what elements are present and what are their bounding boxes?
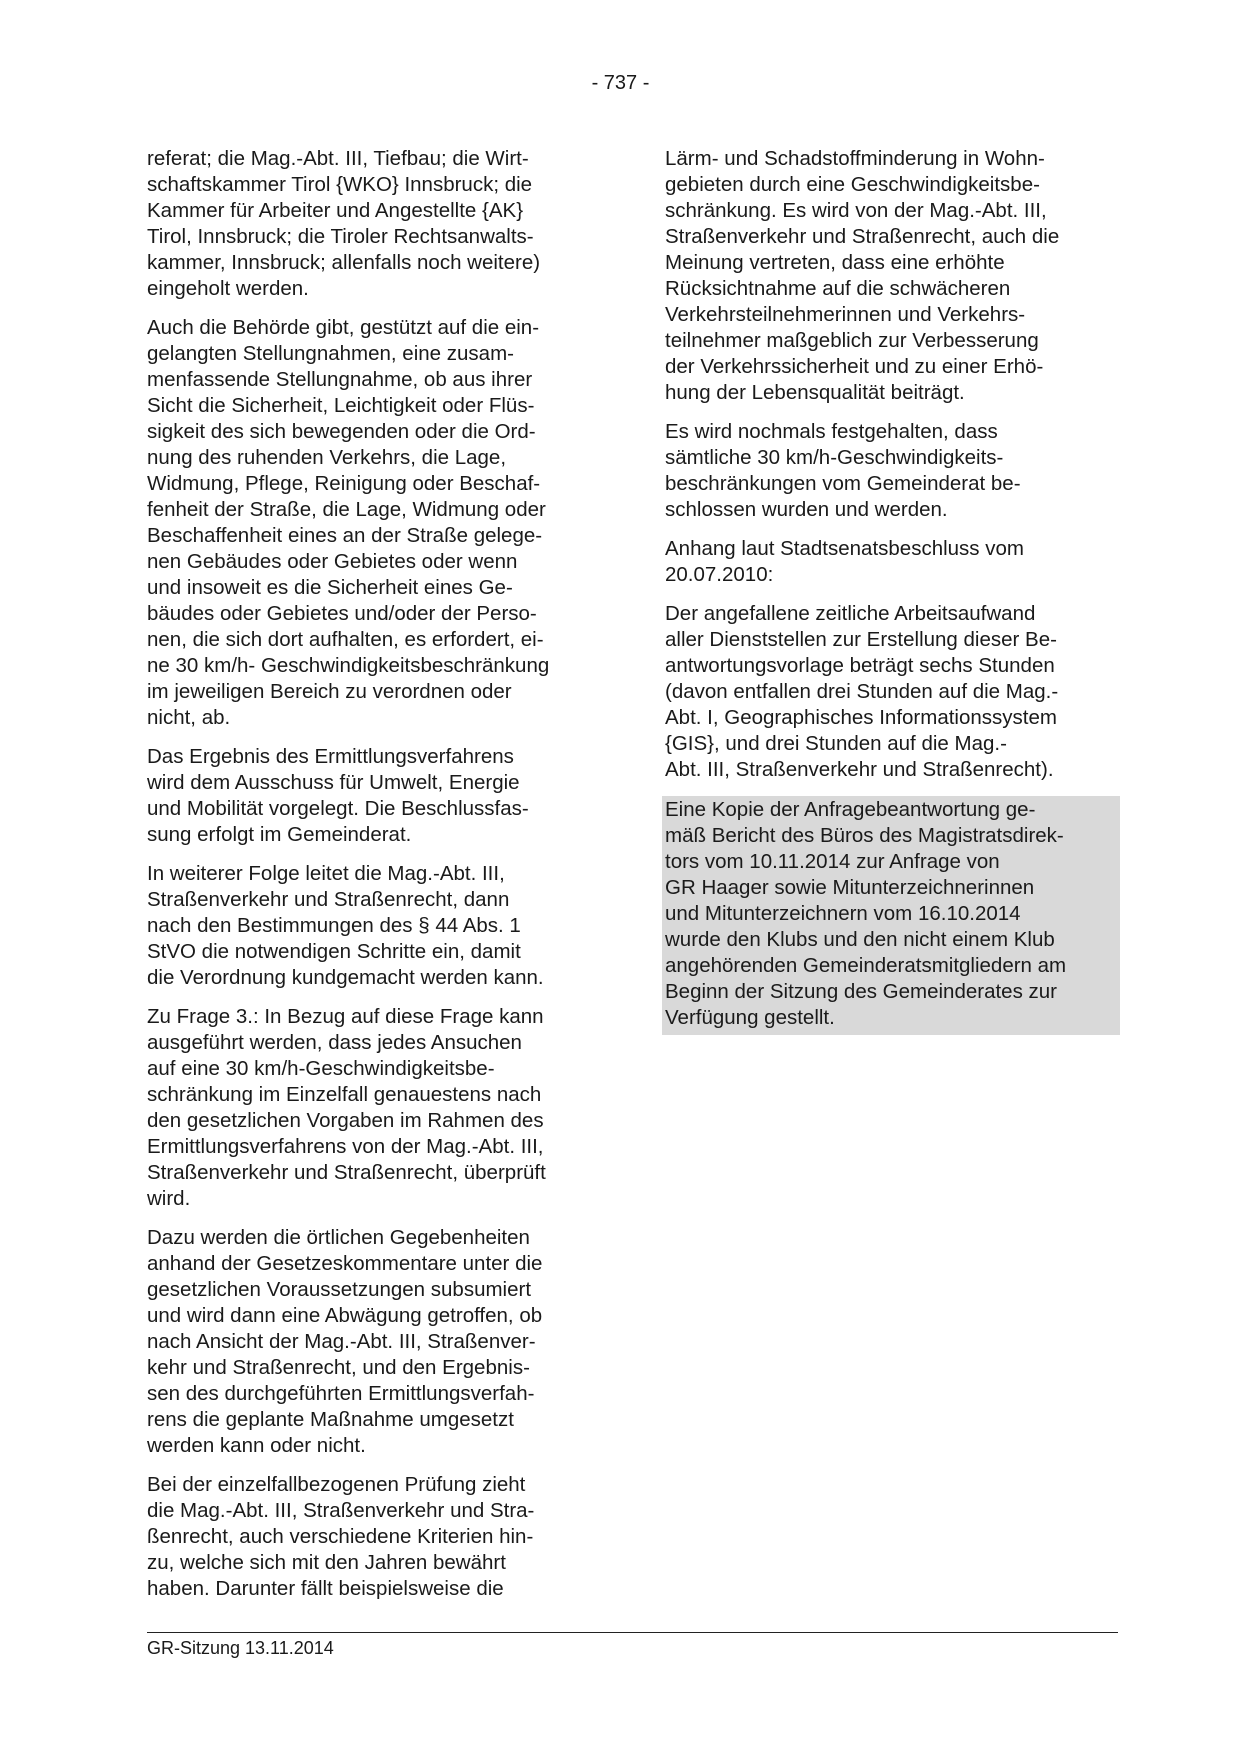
text-line: wird.	[147, 1187, 191, 1210]
text-line: ausgeführt werden, dass jedes Ansuchen	[147, 1031, 522, 1054]
footer-divider	[147, 1632, 1118, 1633]
left-column-paragraph	[147, 146, 603, 302]
text-line: Widmung, Pflege, Reinigung oder Beschaf-	[147, 472, 541, 495]
text-line: Verfügung gestellt.	[665, 1006, 835, 1029]
right-column-paragraph	[665, 146, 1118, 406]
text-line: gesetzlichen Voraussetzungen subsumiert	[147, 1278, 532, 1301]
text-line: nach Ansicht der Mag.-Abt. III, Straßenver-	[147, 1330, 536, 1353]
text-line: und Mobilität vorgelegt. Die Beschlussfas-	[147, 797, 529, 820]
left-column-paragraph	[147, 1225, 603, 1459]
text-line: die Mag.-Abt. III, Straßenverkehr und Stra-	[147, 1499, 535, 1522]
text-line: Eine Kopie der Anfragebeantwortung ge-	[665, 798, 1036, 821]
left-column	[147, 146, 603, 1615]
page-number: - 737 -	[591, 72, 650, 94]
highlighted-note	[662, 796, 1120, 1035]
text-line: Dazu werden die örtlichen Gegebenheiten	[147, 1226, 530, 1249]
right-column-paragraphs	[665, 146, 1118, 783]
text-line: wird dem Ausschuss für Umwelt, Energie	[147, 771, 520, 794]
text-line: aller Dienststellen zur Erstellung dieser Be-	[665, 628, 1057, 651]
text-line: Rücksichtnahme auf die schwächeren	[665, 277, 1011, 300]
text-line: menfassende Stellungnahme, ob aus ihrer	[147, 368, 533, 391]
right-column-paragraph	[665, 601, 1118, 783]
text-line: In weiterer Folge leitet die Mag.-Abt. III,	[147, 862, 505, 885]
right-column-paragraph	[665, 419, 1118, 523]
right-column	[665, 146, 1118, 1048]
text-line: hung der Lebensqualität beiträgt.	[665, 381, 965, 404]
text-line: kehr und Straßenrecht, und den Ergebnis-	[147, 1356, 530, 1379]
text-line: Beginn der Sitzung des Gemeinderates zur	[665, 980, 1058, 1003]
text-line: Zu Frage 3.: In Bezug auf diese Frage kann	[147, 1005, 544, 1028]
text-line: Das Ergebnis des Ermittlungsverfahrens	[147, 745, 514, 768]
text-line: teilnehmer maßgeblich zur Verbesserung	[665, 329, 1039, 352]
left-column-paragraph	[147, 744, 603, 848]
left-column-paragraph	[147, 861, 603, 991]
text-line: GR Haager sowie Mitunterzeichnerinnen	[665, 876, 1035, 899]
text-line: und insoweit es die Sicherheit eines Ge-	[147, 576, 513, 599]
text-line: Es wird nochmals festgehalten, dass	[665, 420, 998, 443]
text-line: Abt. III, Straßenverkehr und Straßenrecht).	[665, 758, 1054, 781]
text-line: Lärm- und Schadstoffminderung in Wohn-	[665, 147, 1045, 170]
text-line: sen des durchgeführten Ermittlungsverfah-	[147, 1382, 535, 1405]
right-column-paragraph	[665, 536, 1118, 588]
text-line: die Verordnung kundgemacht werden kann.	[147, 966, 544, 989]
left-column-paragraph	[147, 1004, 603, 1212]
text-line: ßenrecht, auch verschiedene Kriterien hin-	[147, 1525, 534, 1548]
text-line: im jeweiligen Bereich zu verordnen oder	[147, 680, 512, 703]
left-column-paragraph	[147, 1472, 603, 1602]
text-line: haben. Darunter fällt beispielsweise die	[147, 1577, 504, 1600]
text-line: StVO die notwendigen Schritte ein, damit	[147, 940, 521, 963]
text-line: gebieten durch eine Geschwindigkeitsbe-	[665, 173, 1040, 196]
text-line: Beschaffenheit eines an der Straße gelege-	[147, 524, 543, 547]
text-line: Der angefallene zeitliche Arbeitsaufwand	[665, 602, 1036, 625]
text-line: Straßenverkehr und Straßenrecht, dann	[147, 888, 510, 911]
text-line: anhand der Gesetzeskommentare unter die	[147, 1252, 543, 1275]
left-column-paragraph	[147, 315, 603, 731]
text-line: nung des ruhenden Verkehrs, die Lage,	[147, 446, 507, 469]
text-line: zu, welche sich mit den Jahren bewährt	[147, 1551, 506, 1574]
text-line: der Verkehrssicherheit und zu einer Erhö-	[665, 355, 1044, 378]
text-line: tors vom 10.11.2014 zur Anfrage von	[665, 850, 1000, 873]
text-line: Tirol, Innsbruck; die Tiroler Rechtsanwalts-	[147, 225, 534, 248]
footer-session-date: GR-Sitzung 13.11.2014	[147, 1638, 334, 1658]
text-line: Straßenverkehr und Straßenrecht, auch die	[665, 225, 1060, 248]
text-line: mäß Bericht des Büros des Magistratsdirek-	[665, 824, 1064, 847]
text-line: den gesetzlichen Vorgaben im Rahmen des	[147, 1109, 544, 1132]
text-line: bäudes oder Gebietes und/oder der Perso-	[147, 602, 537, 625]
text-line: angehörenden Gemeinderatsmitgliedern am	[665, 954, 1067, 977]
text-line: fenheit der Straße, die Lage, Widmung oder	[147, 498, 546, 521]
text-line: Kammer für Arbeiter und Angestellte {AK}	[147, 199, 524, 222]
text-line: Verkehrsteilnehmerinnen und Verkehrs-	[665, 303, 1026, 326]
text-line: werden kann oder nicht.	[147, 1434, 366, 1457]
text-line: nen Gebäudes oder Gebietes oder wenn	[147, 550, 518, 573]
text-line: Ermittlungsverfahrens von der Mag.-Abt. III,	[147, 1135, 544, 1158]
text-line: sämtliche 30 km/h-Geschwindigkeits-	[665, 446, 1004, 469]
text-line: sung erfolgt im Gemeinderat.	[147, 823, 412, 846]
text-line: Abt. I, Geographisches Informationssystem	[665, 706, 1057, 729]
text-line: {GIS}, und drei Stunden auf die Mag.-	[665, 732, 1007, 755]
text-line: schränkung im Einzelfall genauestens nach	[147, 1083, 542, 1106]
text-line: schlossen wurden und werden.	[665, 498, 948, 521]
text-line: beschränkungen vom Gemeinderat be-	[665, 472, 1021, 495]
text-line: nen, die sich dort aufhalten, es erfordert, ei-	[147, 628, 544, 651]
text-line: antwortungsvorlage beträgt sechs Stunden	[665, 654, 1055, 677]
text-line: und Mitunterzeichnern vom 16.10.2014	[665, 902, 1021, 925]
text-line: Anhang laut Stadtsenatsbeschluss vom	[665, 537, 1024, 560]
text-line: nicht, ab.	[147, 706, 231, 729]
text-line: auf eine 30 km/h-Geschwindigkeitsbe-	[147, 1057, 495, 1080]
text-line: referat; die Mag.-Abt. III, Tiefbau; die Wirt-	[147, 147, 529, 170]
text-line: kammer, Innsbruck; allenfalls noch weitere)	[147, 251, 541, 274]
text-line: Bei der einzelfallbezogenen Prüfung zieht	[147, 1473, 526, 1496]
text-line: schaftskammer Tirol {WKO} Innsbruck; die	[147, 173, 533, 196]
text-line: und wird dann eine Abwägung getroffen, ob	[147, 1304, 543, 1327]
text-line: Sicht die Sicherheit, Leichtigkeit oder Flüs-	[147, 394, 535, 417]
text-line: Auch die Behörde gibt, gestützt auf die ein-	[147, 316, 540, 339]
text-line: eingeholt werden.	[147, 277, 309, 300]
text-line: ne 30 km/h- Geschwindigkeitsbeschränkung	[147, 654, 550, 677]
text-line: sigkeit des sich bewegenden oder die Ord-	[147, 420, 536, 443]
text-line: 20.07.2010:	[665, 563, 774, 586]
text-line: Straßenverkehr und Straßenrecht, überprüft	[147, 1161, 546, 1184]
text-line: gelangten Stellungnahmen, eine zusam-	[147, 342, 514, 365]
text-line: schränkung. Es wird von der Mag.-Abt. III,	[665, 199, 1047, 222]
text-line: rens die geplante Maßnahme umgesetzt	[147, 1408, 514, 1431]
text-line: (davon entfallen drei Stunden auf die Mag.-	[665, 680, 1059, 703]
text-line: nach den Bestimmungen des § 44 Abs. 1	[147, 914, 521, 937]
text-line: wurde den Klubs und den nicht einem Klub	[665, 928, 1055, 951]
text-line: Meinung vertreten, dass eine erhöhte	[665, 251, 1005, 274]
